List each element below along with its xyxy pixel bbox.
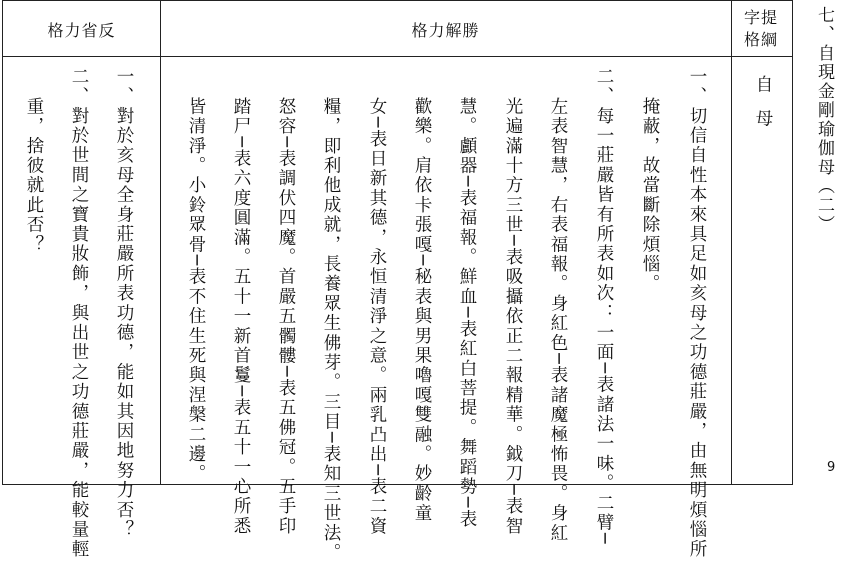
page-number: 9 xyxy=(827,460,836,475)
header-reflection-label: 格力省反 xyxy=(47,20,116,40)
explanation-line: 糧，即利他成就，長養眾生佛芽。三目─表知三世法。 xyxy=(321,97,341,563)
reflection-line: 一、對於亥母全身莊嚴所表功德，能如其因地努力否？ xyxy=(114,67,134,540)
keyword-mother: 母 xyxy=(753,109,773,129)
header-keyword-column xyxy=(731,1,791,57)
column-divider-right xyxy=(731,1,732,484)
explanation-line: 慧。顱器─表福報。鮮血─表紅白菩提。舞蹈勢─表 xyxy=(457,97,477,530)
header-keyword-line1: 字提 xyxy=(743,8,778,27)
reflection-line: 二、對於世間之寶貴妝飾，與出世之功德莊嚴，能較量輕 xyxy=(69,67,89,560)
explanation-line: 怒容─表調伏四魔。首嚴五髑髏─表五佛冠。五手印 xyxy=(276,97,296,537)
explanation-line: 踏尸─表六度圓滿。五十一新首鬘─表五十一心所悉 xyxy=(231,97,251,537)
keyword-self: 自 xyxy=(753,75,773,95)
explanation-line: 一、切信自性本來具足如亥母之功德莊嚴，由無明煩惱所 xyxy=(687,67,707,560)
column-divider-left xyxy=(160,1,161,484)
reflection-line: 重，捨彼就此否？ xyxy=(24,97,44,255)
header-keyword-line2: 格綱 xyxy=(743,30,778,49)
explanation-line: 光遍滿十方三世─表吸攝依正二報精華。鉞刀─表智 xyxy=(503,97,523,537)
explanation-line: 左表智慧，右表福報。身紅色─表諸魔極怖畏。身紅 xyxy=(548,97,568,544)
header-explanation-column xyxy=(160,1,731,57)
explanation-line: 歡樂。肩依卡張嘎─秘表與男果嚕嘎雙融。妙齡童 xyxy=(412,97,432,524)
explanation-line: 二、每一莊嚴皆有所表如次：一面─表諸法一味。二臂─ xyxy=(594,67,614,546)
content-table xyxy=(2,0,793,563)
header-reflection-column xyxy=(3,1,160,57)
explanation-line: 女─表日新其德，永恒清淨之意。兩乳凸出─表二資 xyxy=(367,97,387,537)
header-explanation-label: 格力解勝 xyxy=(411,20,480,40)
explanation-line: 皆清淨。小鈴眾骨─表不住生死與涅槃二邊。 xyxy=(186,97,206,485)
explanation-line: 掩蔽，故當斷除煩惱。 xyxy=(640,97,660,294)
chapter-title: 七、自現金剛瑜伽母（二） xyxy=(814,6,834,234)
